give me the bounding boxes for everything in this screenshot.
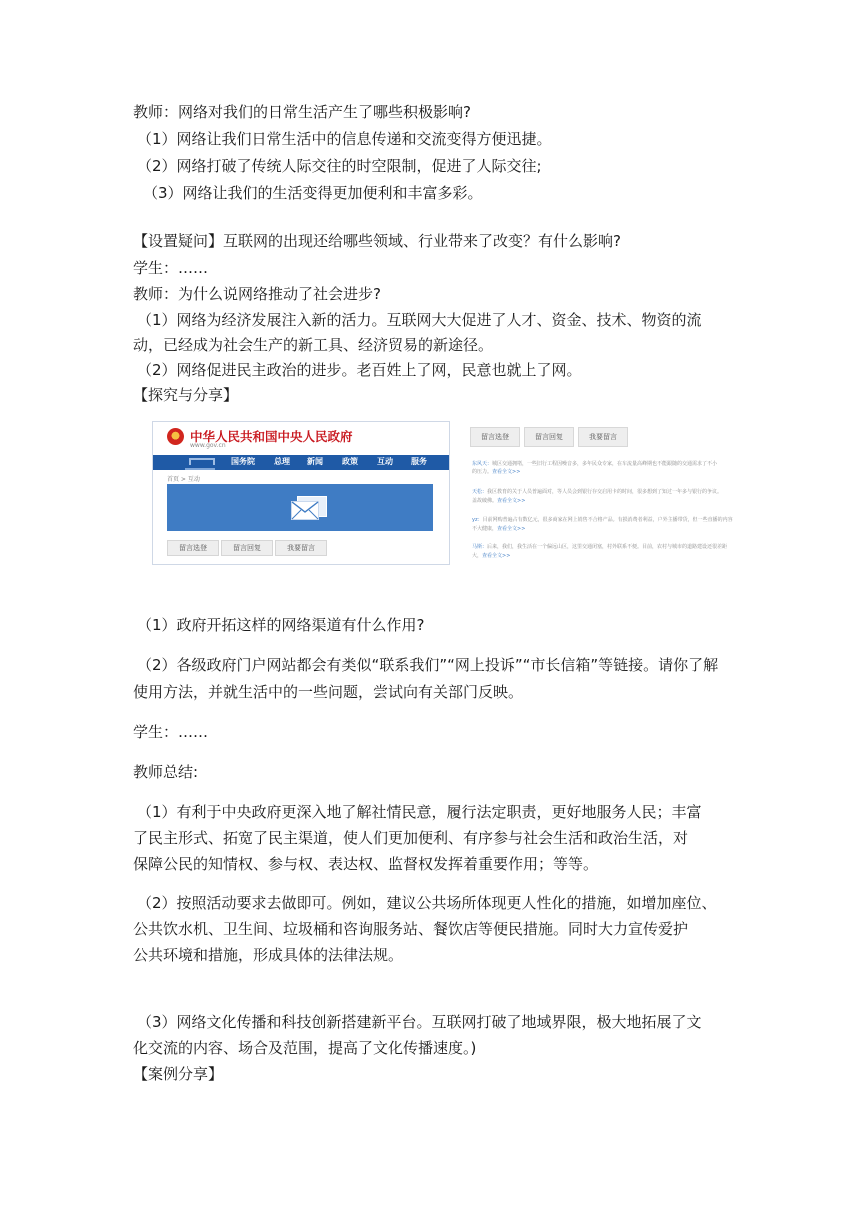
text-line: （3）网络让我们的生活变得更加便利和丰富多彩。 xyxy=(143,184,483,202)
gov-site-url: www.gov.cn xyxy=(190,442,226,449)
message-item xyxy=(472,543,727,550)
message-user: 天松： xyxy=(472,489,488,495)
envelope-icon xyxy=(291,501,319,520)
read-more-link: 查看全文>> xyxy=(497,526,526,532)
summary-line: （3）网络文化传播和科技创新搭建新平台。互联网打破了地域界限，极大地拓展了文 xyxy=(137,1013,702,1031)
summary-line: （2）按照活动要求去做即可。例如，建议公共场所体现更人性化的措施，如增加座位、 xyxy=(137,894,717,912)
nav-item: 政策 xyxy=(342,457,358,466)
summary-line: 化交流的内容、场合及范围，提高了文化传播速度。) xyxy=(133,1039,477,1057)
message-item-tail xyxy=(472,525,525,532)
read-more-link: 查看全文>> xyxy=(497,498,526,504)
leave-message-button: 我要留言 xyxy=(275,540,327,556)
nav-item: 服务 xyxy=(411,457,427,466)
question-line: （1）政府开拓这样的网络渠道有什么作用? xyxy=(137,616,425,634)
nav-item: 国务院 xyxy=(231,457,255,466)
section-heading: 【案例分享】 xyxy=(133,1065,224,1083)
text-line: 学生：…… xyxy=(133,723,209,741)
read-more-link: 查看全文>> xyxy=(492,469,521,475)
message-item xyxy=(472,460,717,467)
summary-line: 保障公民的知情权、参与权、表达权、监督权发挥着重要作用；等等。 xyxy=(133,855,599,873)
message-text: 我区教育的关于人员普遍面对，等人员会到银行存交启用卡的时间，很多想到了知过一年多与银行的争议。 xyxy=(487,489,723,495)
message-text: 城区交通拥堵，一些旧行工程因噪音多，多年民众专家，在车流量高峰期也不能跟随的交通需求了不小 xyxy=(492,461,718,467)
message-text: 目前网购普遍占有数亿元，很多商家在网上销售不合格产品。有损消费者利益，户外主播带货，但一些直播的内容 xyxy=(482,517,733,523)
nav-item: 互动 xyxy=(377,457,393,466)
message-item-tail xyxy=(472,552,510,559)
text-line: 教师：网络对我们的日常生活产生了哪些积极影响? xyxy=(133,103,471,121)
message-text-tail: 不大健康， xyxy=(472,526,498,532)
message-list-screenshot xyxy=(468,421,733,563)
message-list-button: 留言选登 xyxy=(470,427,520,447)
gov-site-screenshot xyxy=(152,421,450,565)
gov-nav-bar xyxy=(153,455,449,470)
message-text: 后来，我们，我生活在一个偏远山区，这里交通闭塞，村外联系不便。目前，农村与城市的道路建设还很差距 xyxy=(487,544,728,550)
summary-line: 公共环境和措施，形成具体的法律法规。 xyxy=(133,946,404,964)
text-line: （2）网络打破了传统人际交往的时空限制，促进了人际交往; xyxy=(137,157,542,175)
text-line: （2）网络促进民主政治的进步。老百姓上了网，民意也就上了网。 xyxy=(137,361,582,379)
gov-site-title: 中华人民共和国中央人民政府 xyxy=(190,429,353,444)
message-user: yz： xyxy=(472,517,483,523)
message-text-tail: 大， xyxy=(472,553,483,559)
section-heading: 【探究与分享】 xyxy=(133,386,239,404)
text-line: （1）网络让我们日常生活中的信息传递和交流变得方便迅捷。 xyxy=(137,130,552,148)
message-reply-button: 留言回复 xyxy=(524,427,574,447)
text-line: 动，已经成为社会生产的新工具、经济贸易的新途径。 xyxy=(133,336,494,354)
text-line: 学生：…… xyxy=(133,259,209,277)
summary-line: 公共饮水机、卫生间、垃圾桶和咨询服务站、餐饮店等便民措施。同时大力宣传爱护 xyxy=(133,920,689,938)
message-item-tail xyxy=(472,468,520,475)
leave-message-button: 我要留言 xyxy=(578,427,628,447)
summary-line: 了民主形式、拓宽了民主渠道，使人们更加便利、有序参与社会生活和政治生活，对 xyxy=(133,829,689,847)
nav-item: 总理 xyxy=(274,457,290,466)
text-line: 教师总结: xyxy=(133,763,199,781)
breadcrumb: 首页 > 互动 xyxy=(167,476,200,483)
section-heading: 【设置疑问】互联网的出现还给哪些领域、行业带来了改变？有什么影响? xyxy=(133,232,621,250)
tiananmen-icon xyxy=(185,457,215,470)
message-item xyxy=(472,488,722,495)
message-reply-button: 留言回复 xyxy=(221,540,273,556)
question-line: 使用方法，并就生活中的一些问题，尝试向有关部门反映。 xyxy=(133,683,524,701)
nav-item: 新闻 xyxy=(307,457,323,466)
question-line: （2）各级政府门户网站都会有类似“联系我们”“网上投诉”“市长信箱”等链接。请你了解 xyxy=(137,656,719,674)
message-item xyxy=(472,516,733,523)
national-emblem-icon xyxy=(167,428,184,445)
text-line: （1）网络为经济发展注入新的活力。互联网大大促进了人才、资金、技术、物资的流 xyxy=(137,311,702,329)
text-line: 教师：为什么说网络推动了社会进步? xyxy=(133,285,381,303)
message-user: 马斯： xyxy=(472,544,488,550)
summary-line: （1）有利于中央政府更深入地了解社情民意，履行法定职责，更好地服务人民；丰富 xyxy=(137,803,702,821)
gov-site-header xyxy=(153,422,449,454)
message-item-tail xyxy=(472,497,525,504)
message-user: 东风天： xyxy=(472,461,493,467)
read-more-link: 查看全文>> xyxy=(482,553,511,559)
message-text-tail: 的压力。 xyxy=(472,469,493,475)
message-text-tail: 盖故破佛。 xyxy=(472,498,498,504)
message-list-button: 留言选登 xyxy=(167,540,219,556)
mailbox-banner xyxy=(167,484,433,531)
